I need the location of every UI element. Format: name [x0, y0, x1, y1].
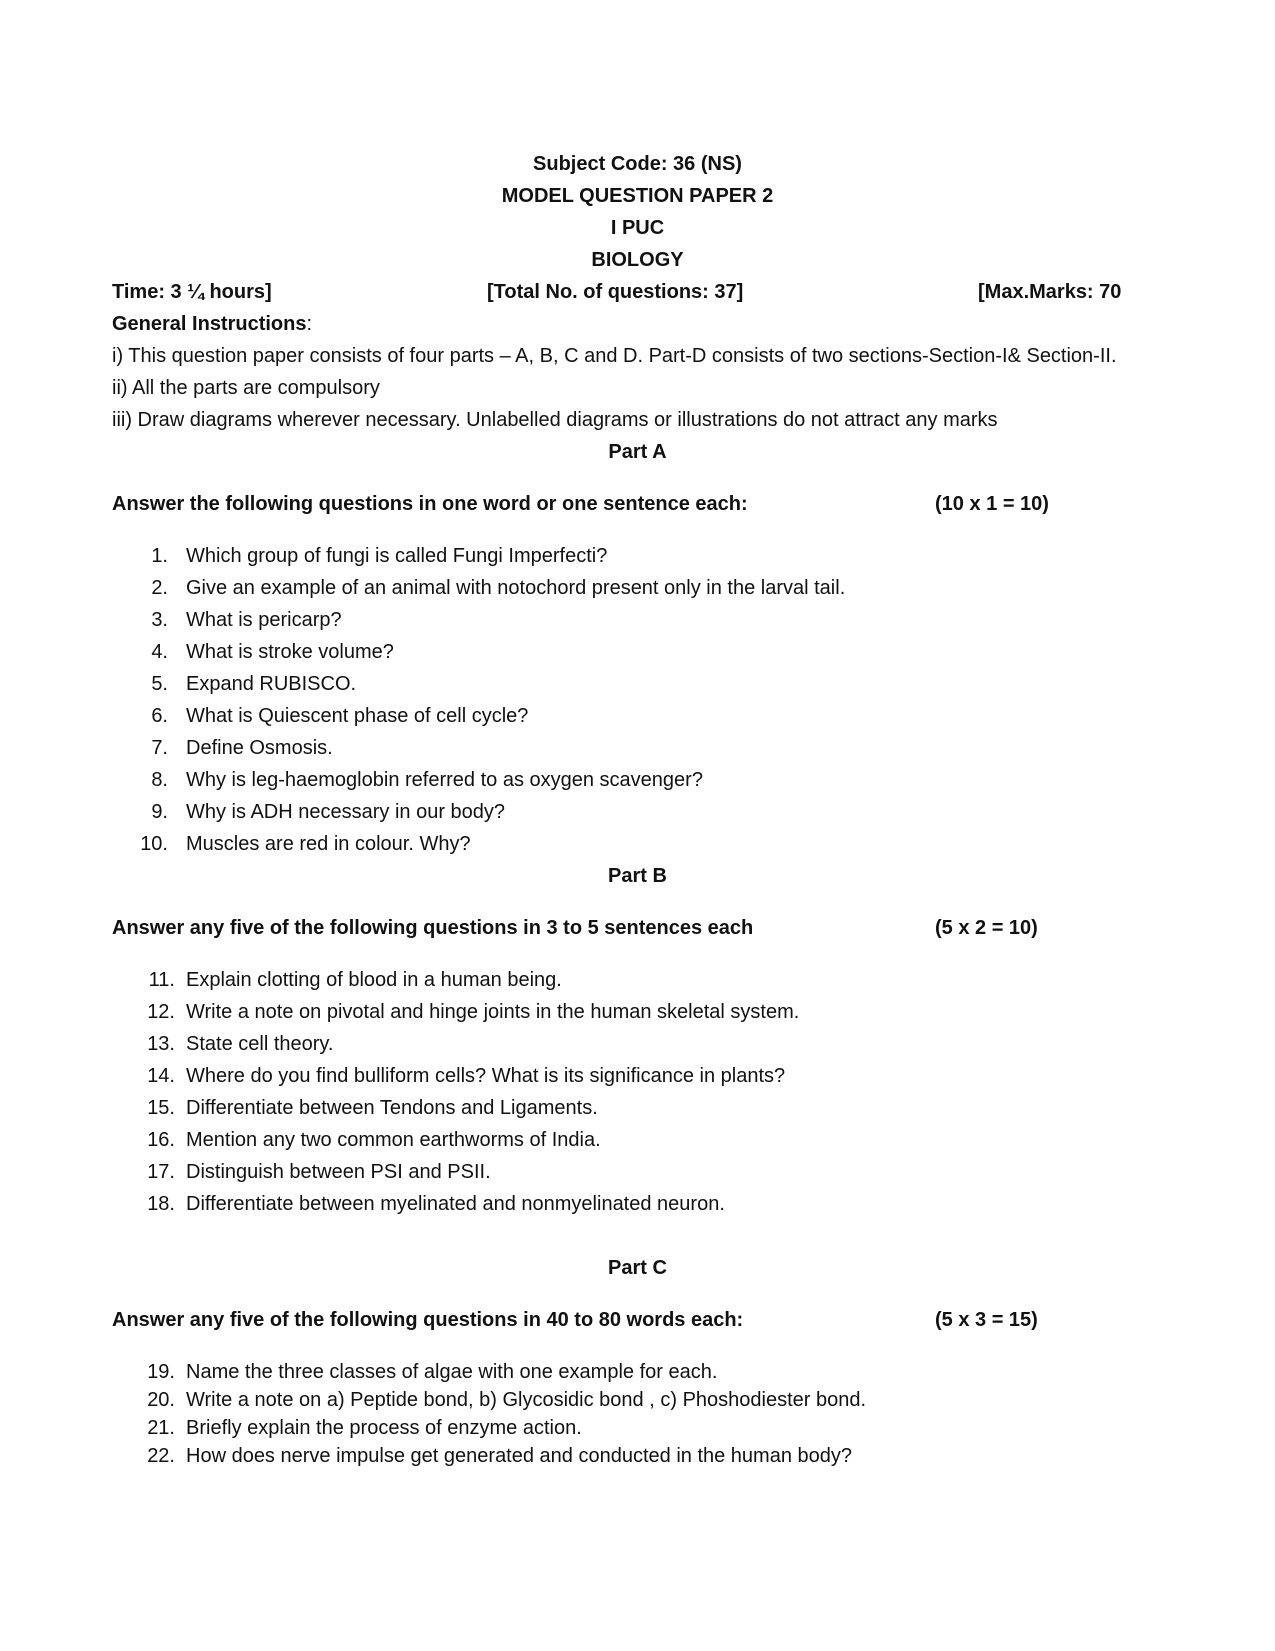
- part-b-marks: (5 x 2 = 10): [935, 917, 1038, 939]
- question-text: Write a note on a) Peptide bond, b) Glycosidic bond , c) Phoshodiester bond.: [186, 1389, 867, 1411]
- question-number: 2.: [151, 577, 168, 599]
- question-number: 8.: [151, 769, 168, 791]
- part-a-instruction: Answer the following questions in one word or one sentence each:: [112, 493, 748, 515]
- total-questions-info: [Total No. of questions: 37]: [487, 281, 744, 303]
- question-text: Why is ADH necessary in our body?: [186, 801, 506, 823]
- subject-name: BIOLOGY: [591, 249, 684, 271]
- part-c-marks: (5 x 3 = 15): [935, 1309, 1038, 1331]
- question-number: 16.: [147, 1129, 175, 1151]
- time-info: Time: 3 ¼ hours]: [112, 281, 272, 303]
- question-number: 18.: [147, 1193, 175, 1215]
- part-a-marks: (10 x 1 = 10): [935, 493, 1049, 515]
- question-text: What is pericarp?: [186, 609, 342, 631]
- class-name: I PUC: [610, 217, 665, 239]
- question-number: 3.: [151, 609, 168, 631]
- question-number: 13.: [147, 1033, 175, 1055]
- part-c-instruction: Answer any five of the following questions in 40 to 80 words each:: [112, 1309, 744, 1331]
- instruction-item: ii) All the parts are compulsory: [112, 377, 380, 399]
- question-number: 12.: [147, 1001, 175, 1023]
- question-number: 5.: [151, 673, 168, 695]
- question-text: Mention any two common earthworms of India.: [186, 1129, 601, 1151]
- part-b-title: Part B: [608, 865, 667, 887]
- question-text: Define Osmosis.: [186, 737, 333, 759]
- paper-title: MODEL QUESTION PAPER 2: [501, 185, 774, 207]
- part-a-title: Part A: [608, 441, 667, 463]
- question-number: 6.: [151, 705, 168, 727]
- question-number: 20.: [147, 1389, 175, 1411]
- question-number: 22.: [147, 1445, 175, 1467]
- instruction-item: i) This question paper consists of four parts – A, B, C and D. Part-D consists of two sections-Section-I& Section-II.: [112, 345, 1117, 367]
- question-number: 11.: [148, 969, 175, 991]
- question-text: Distinguish between PSI and PSII.: [186, 1161, 491, 1183]
- question-number: 14.: [147, 1065, 175, 1087]
- general-instructions-label: General Instructions: [112, 313, 307, 335]
- question-text: Where do you find bulliform cells? What is its significance in plants?: [186, 1065, 786, 1087]
- question-text: Write a note on pivotal and hinge joints in the human skeletal system.: [186, 1001, 800, 1023]
- max-marks-info: [Max.Marks: 70: [978, 281, 1122, 303]
- question-text: Name the three classes of algae with one example for each.: [186, 1361, 718, 1383]
- question-number: 19.: [147, 1361, 175, 1383]
- question-text: State cell theory.: [186, 1033, 334, 1055]
- question-number: 1.: [151, 545, 168, 567]
- question-number: 21.: [147, 1417, 175, 1439]
- question-text: How does nerve impulse get generated and conducted in the human body?: [186, 1445, 853, 1467]
- question-text: Expand RUBISCO.: [186, 673, 357, 695]
- question-text: What is Quiescent phase of cell cycle?: [186, 705, 529, 727]
- question-number: 4.: [151, 641, 168, 663]
- general-instructions-heading: [112, 312, 312, 336]
- question-text: What is stroke volume?: [186, 641, 394, 663]
- question-number: 17.: [147, 1161, 175, 1183]
- part-b-instruction: Answer any five of the following questions in 3 to 5 sentences each: [112, 917, 754, 939]
- question-text: Give an example of an animal with notochord present only in the larval tail.: [186, 577, 846, 599]
- question-text: Briefly explain the process of enzyme action.: [186, 1417, 582, 1439]
- question-number: 15.: [147, 1097, 175, 1119]
- instruction-item: iii) Draw diagrams wherever necessary. Unlabelled diagrams or illustrations do not attract any marks: [112, 409, 998, 431]
- subject-code: Subject Code: 36 (NS): [533, 153, 742, 175]
- question-text: Why is leg-haemoglobin referred to as oxygen scavenger?: [186, 769, 703, 791]
- question-text: Which group of fungi is called Fungi Imperfecti?: [186, 545, 608, 567]
- question-number: 7.: [151, 737, 168, 759]
- question-number: 10.: [140, 833, 168, 855]
- part-c-title: Part C: [608, 1257, 667, 1279]
- general-instructions-colon: :: [306, 313, 313, 335]
- question-text: Differentiate between Tendons and Ligaments.: [186, 1097, 598, 1119]
- question-text: Differentiate between myelinated and nonmyelinated neuron.: [186, 1193, 725, 1215]
- question-text: Muscles are red in colour. Why?: [186, 833, 471, 855]
- question-number: 9.: [151, 801, 168, 823]
- question-text: Explain clotting of blood in a human being.: [186, 969, 562, 991]
